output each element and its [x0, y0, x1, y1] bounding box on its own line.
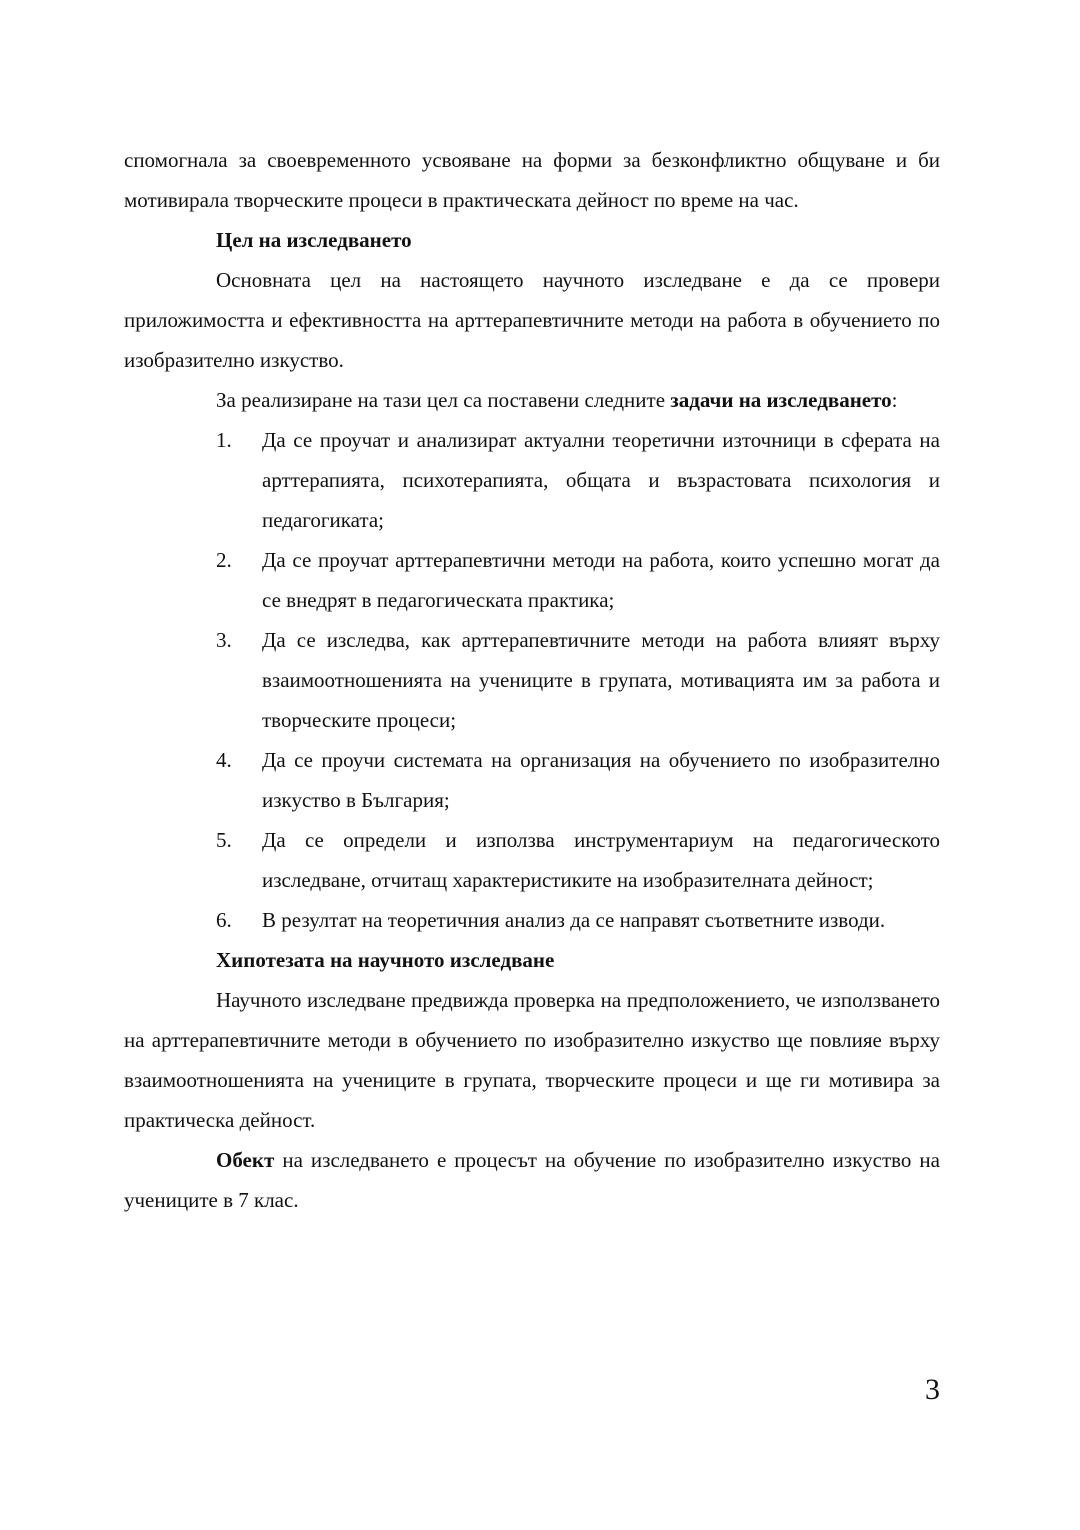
list-item: [124, 420, 940, 540]
list-item: [124, 820, 940, 900]
goal-heading: Цел на изследването: [216, 228, 412, 252]
document-page: [124, 140, 940, 1220]
object-text: [124, 1140, 940, 1220]
list-item-number: 5.: [216, 828, 232, 852]
list-item-number: 4.: [216, 748, 232, 772]
list-item-number: 1.: [216, 428, 232, 452]
list-item-number: 3.: [216, 628, 232, 652]
list-item-number: 2.: [216, 548, 232, 572]
tasks-intro-suffix: :: [891, 388, 898, 412]
list-item: [124, 740, 940, 820]
hypothesis-heading: Хипотезата на научното изследване: [216, 948, 555, 972]
hypothesis-text: Научното изследване предвижда проверка на предположението, че използването на арттерапевтичните методи в обучението по изобразително изкуство ще повлияе върху взаимоотношенията на учениците в групата, творческите процеси и ще ги мотивира за практическа дейност.: [124, 988, 940, 1132]
tasks-intro-bold: задачи на изследването: [670, 388, 892, 412]
tasks-list: [124, 420, 940, 940]
list-item: [124, 900, 940, 940]
list-item-text: Да се проучат и анализират актуални теоретични източници в сферата на арттерапията, психотерапията, общата и възрастовата психология и педагогиката;: [262, 428, 940, 532]
list-item-text: В резултат на теоретичния анализ да се направят съответните изводи.: [262, 908, 886, 932]
tasks-intro-paragraph: [124, 380, 940, 420]
list-item-number: 6.: [216, 908, 232, 932]
goal-text: Основната цел на настоящето научното изследване е да се провери приложимостта и ефективността на арттерапевтичните методи на работа в обучението по изобразително изкуство.: [124, 268, 940, 372]
list-item-text: Да се проучи системата на организация на обучението по изобразително изкуство в България;: [262, 748, 940, 812]
object-rest: на изследването е процесът на обучение по изобразително изкуство на учениците в 7 клас.: [124, 1148, 940, 1212]
list-item-text: Да се определи и използва инструментариум на педагогическото изследване, отчитащ характеристиките на изобразителната дейност;: [262, 828, 940, 892]
hypothesis-paragraph: [124, 980, 940, 1140]
list-item-text: Да се проучат арттерапевтични методи на работа, които успешно могат да се внедрят в педагогическата практика;: [262, 548, 940, 612]
list-item: [124, 540, 940, 620]
object-paragraph: [124, 1140, 940, 1220]
tasks-intro-prefix: За реализиране на тази цел са поставени следните: [216, 388, 666, 412]
intro-text: спомогнала за своевременното усвояване на форми за безконфликтно общуване и би мотивирала творческите процеси в практическата дейност по време на час.: [124, 148, 940, 212]
intro-paragraph: [124, 140, 940, 220]
goal-paragraph: [124, 260, 940, 380]
list-item-text: Да се изследва, как арттерапевтичните методи на работа влияят върху взаимоотношенията на учениците в групата, мотивацията им за работа и творческите процеси;: [262, 628, 940, 732]
list-item: [124, 620, 940, 740]
page-number: 3: [925, 1373, 940, 1406]
tasks-intro: [124, 380, 940, 420]
object-bold: Обект: [216, 1148, 275, 1172]
